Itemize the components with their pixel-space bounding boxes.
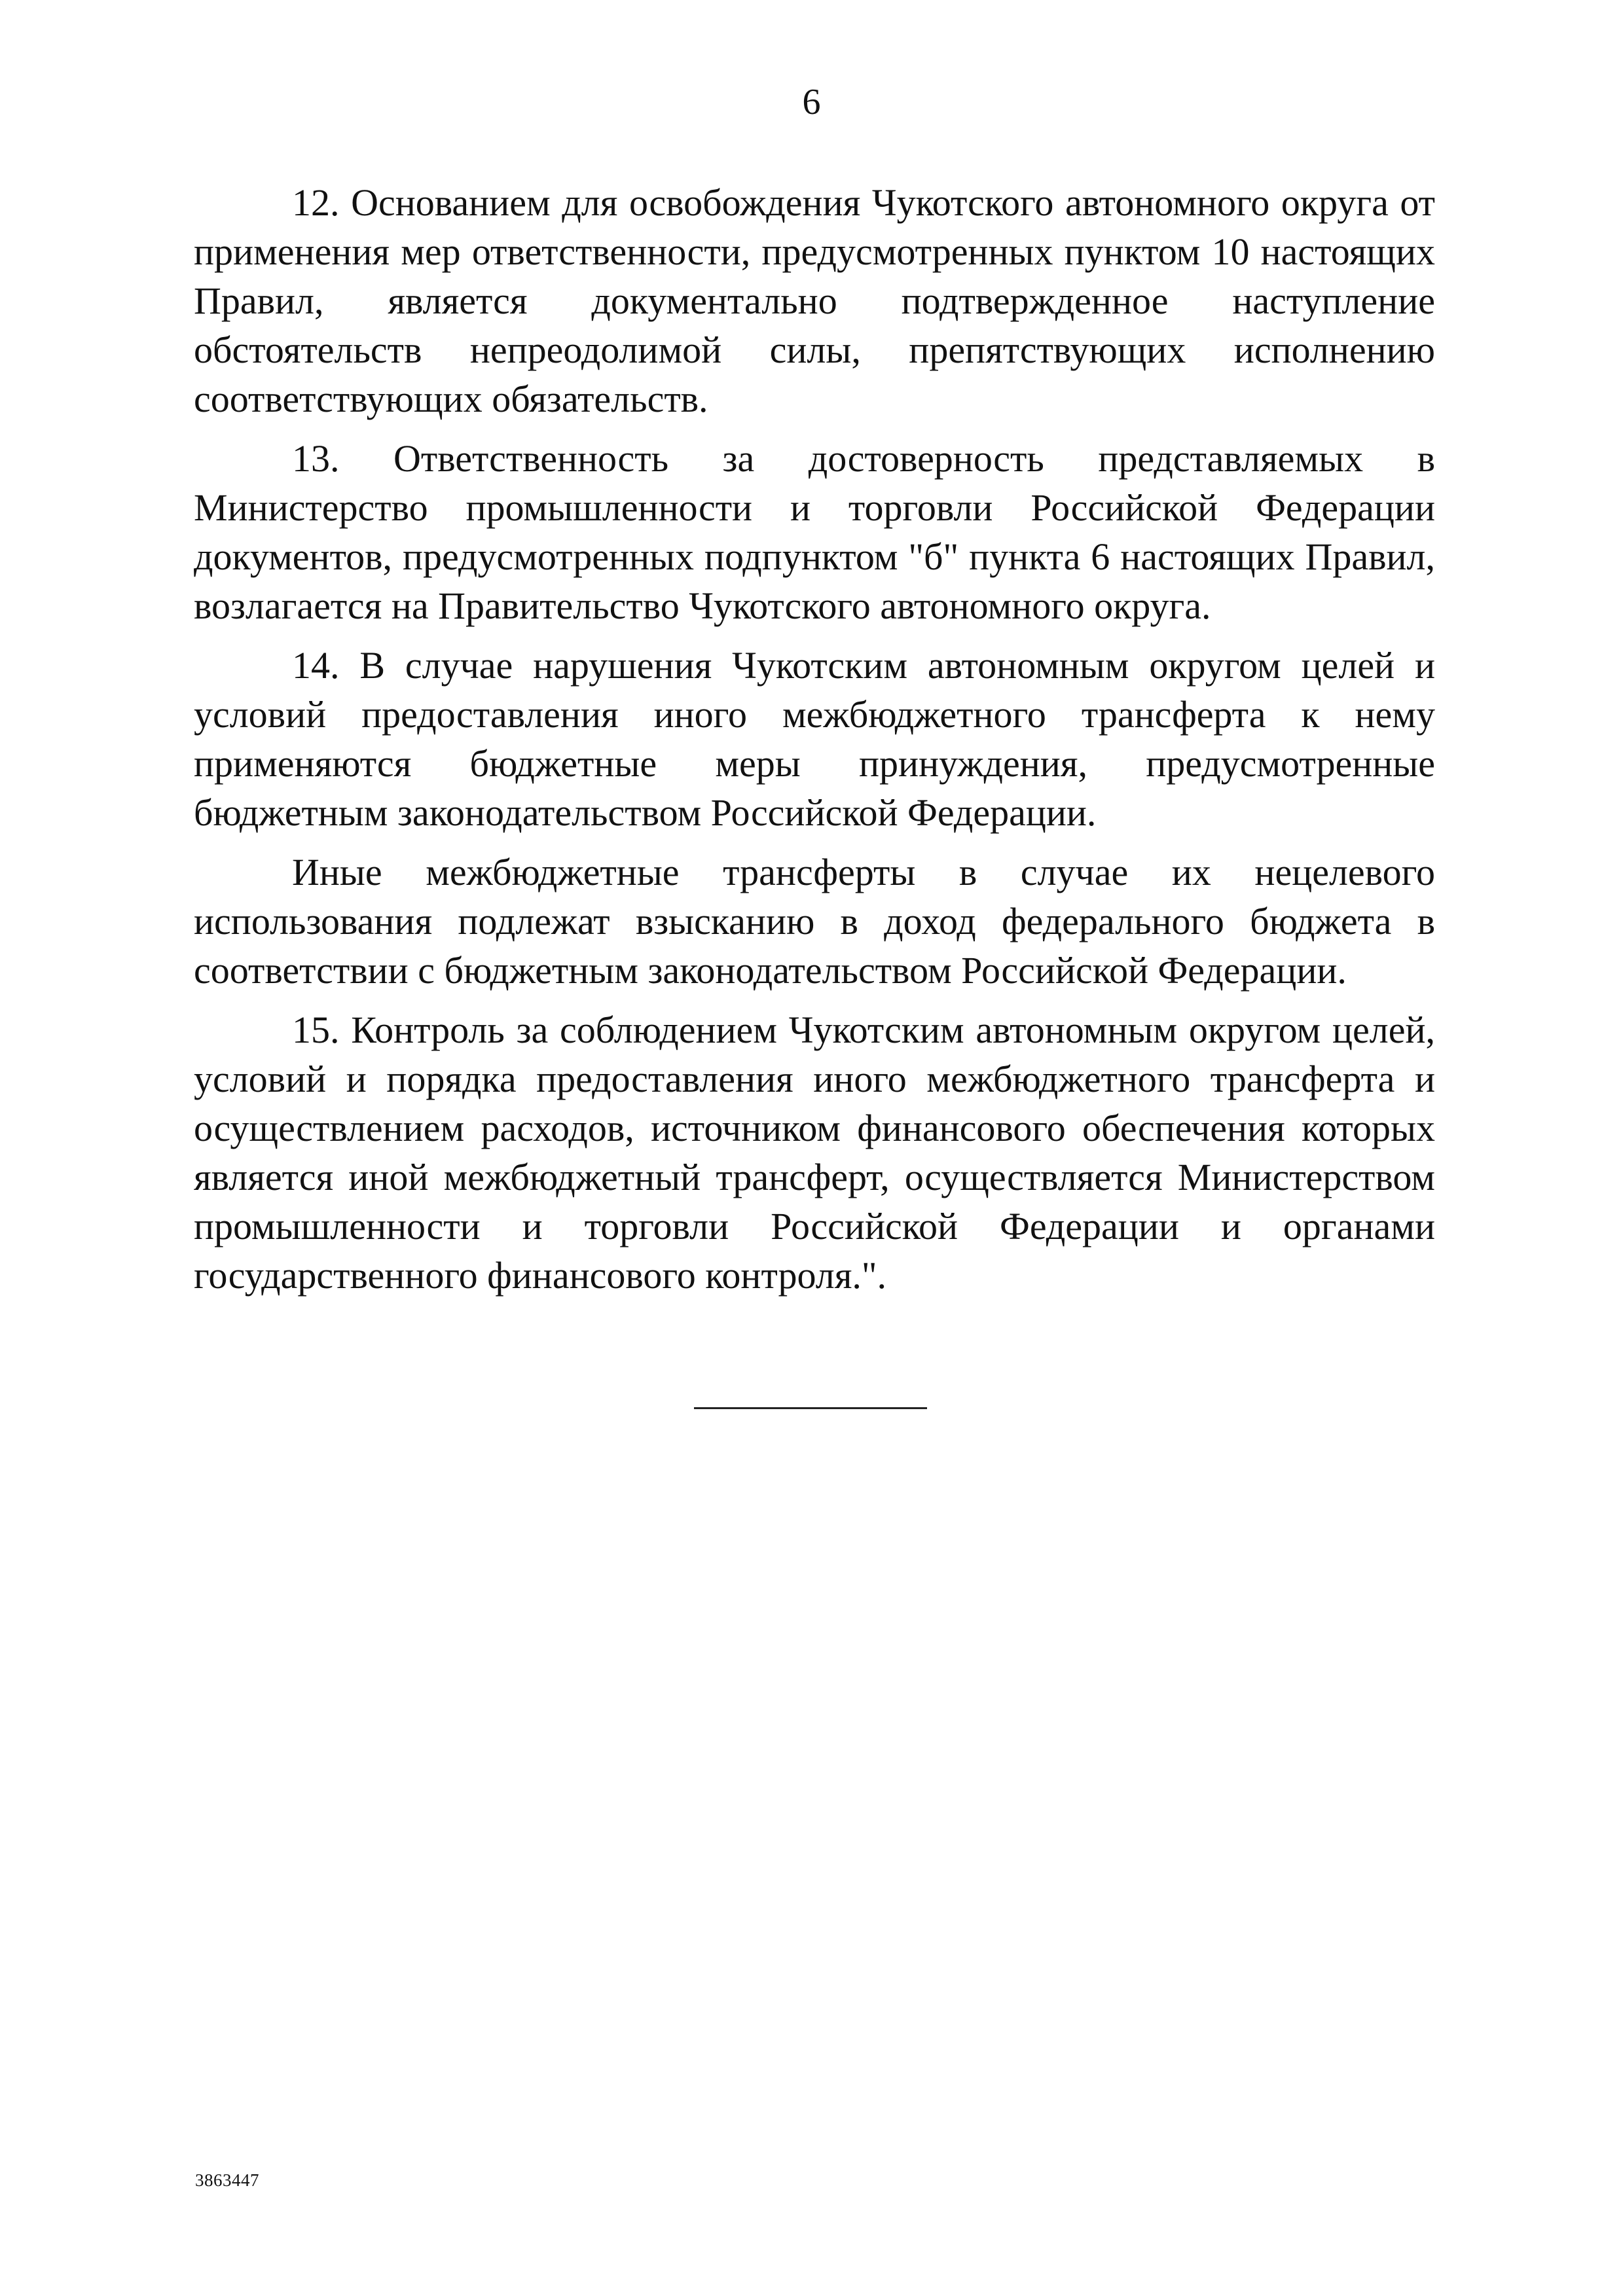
page-number: 6 xyxy=(802,82,821,122)
document-body xyxy=(194,178,1435,1310)
document-code: 3863447 xyxy=(195,2170,259,2190)
paragraph-14-continued: Иные межбюджетные трансферты в случае их нецелевого использования подлежат взысканию в доход федерального бюджета в соответствии с бюджетным законодательством Российской Федерации. xyxy=(194,851,1435,992)
end-divider-line xyxy=(694,1407,927,1409)
paragraph-13: 13. Ответственность за достоверность представляемых в Министерство промышленности и торговли Российской Федерации документов, предусмотренных подпунктом "б" пункта 6 настоящих Правил, возлагается на Правительство Чукотского автономного округа. xyxy=(194,437,1435,627)
paragraph-15: 15. Контроль за соблюдением Чукотским автономным округом целей, условий и порядка предоставления иного межбюджетного трансферта и осуществлением расходов, источником финансового обеспечения которых является иной межбюджетный трансферт, осуществляется Министерством промышленности и торговли Российской Федерации и органами государственного финансового контроля.". xyxy=(194,1009,1435,1297)
paragraph-12: 12. Основанием для освобождения Чукотского автономного округа от применения мер ответственности, предусмотренных пунктом 10 настоящих Правил, является документально подтвержденное наступление обстоятельств непреодолимой силы, препятствующих исполнению соответствующих обязательств. xyxy=(194,181,1435,420)
paragraph-14: 14. В случае нарушения Чукотским автономным округом целей и условий предоставления иного межбюджетного трансферта к нему применяются бюджетные меры принуждения, предусмотренные бюджетным законодательством Российской Федерации. xyxy=(194,644,1435,834)
